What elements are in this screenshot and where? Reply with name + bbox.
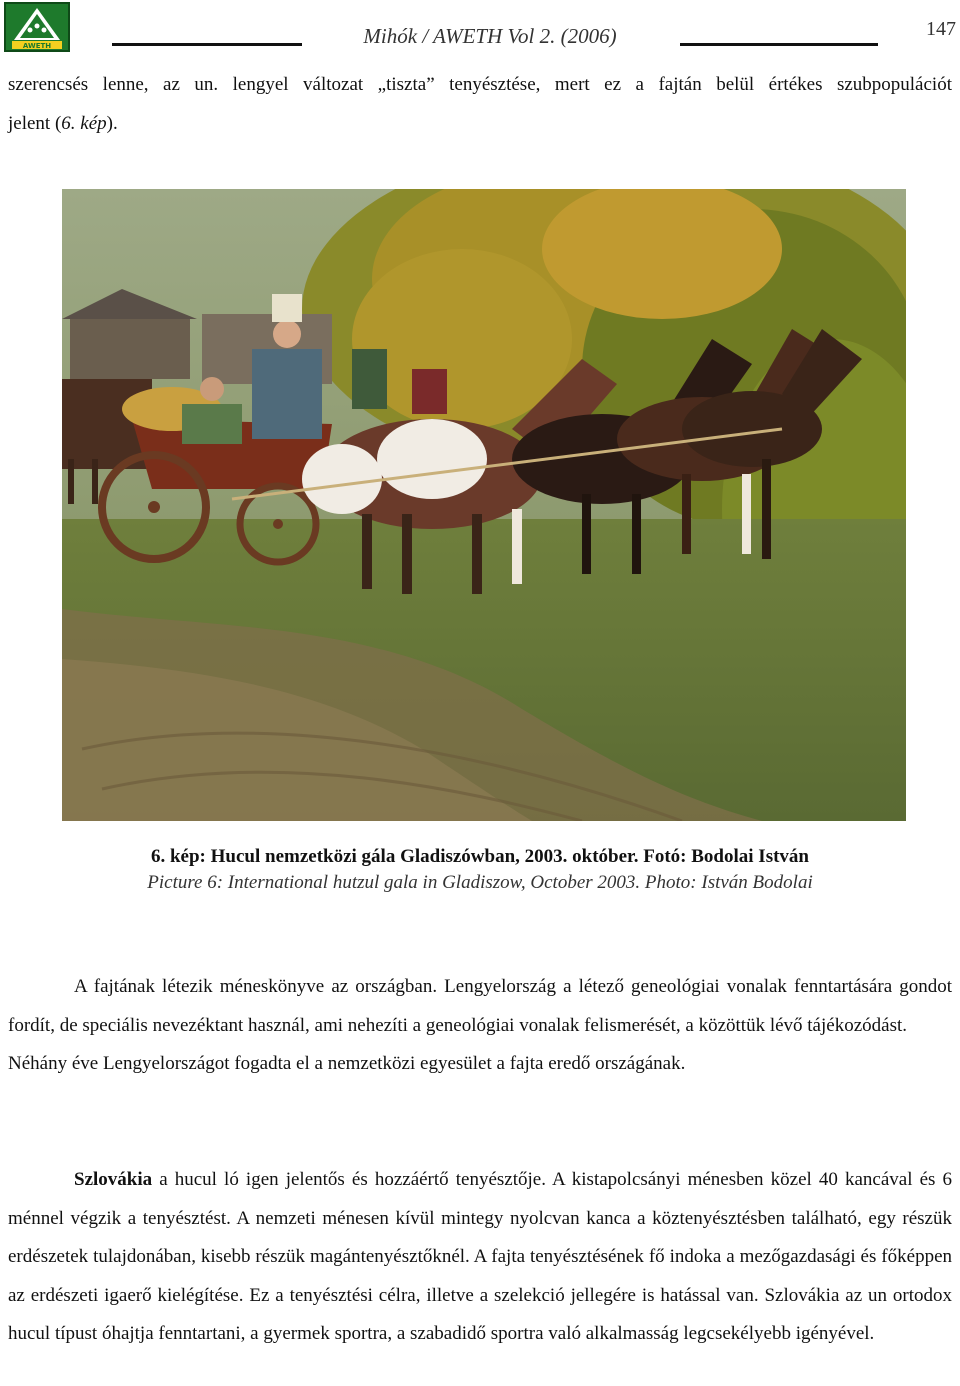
intro-line-2-start: jelent ( (8, 112, 62, 134)
header-rule-right (680, 43, 878, 46)
running-header-title: Mihók / AWETH Vol 2. (2006) (363, 24, 617, 48)
intro-paragraph (8, 66, 952, 143)
page-number: 147 (926, 18, 956, 40)
header-rule-left (112, 43, 302, 46)
figure-reference: 6. kép (61, 112, 107, 134)
paragraph-1-line-2: Néhány éve Lengyelországot fogadta el a nemzetközi egyesület a fajta eredő országának. (8, 1053, 686, 1074)
figure-photo-horse-carriage (62, 189, 906, 821)
paragraph-2-text (8, 1161, 952, 1354)
intro-line-2-end: ). (106, 112, 118, 134)
country-name-slovakia: Szlovákia (74, 1169, 153, 1190)
aweth-logo (4, 2, 70, 52)
paragraph-1-text: A fajtának létezik méneskönyve az országban. Lengyelország a létező geneológiai vonalak fenntartására gondot fordít, de speciális nevezéktant használ, ami nehezíti a geneológiai vonalak felismerését, a közöttük lévő tájékozódást. (8, 976, 952, 1036)
figure-caption-english: Picture 6: International hutzul gala in Gladiszow, October 2003. Photo: István Bodolai (147, 872, 813, 893)
figure-caption-hungarian: 6. kép: Hucul nemzetközi gála Gladiszówban, 2003. október. Fotó: Bodolai István (150, 846, 809, 867)
paragraph-2-body: a hucul ló igen jelentős és hozzáértő tenyésztője. A kistapolcsányi ménesben közel 40 kancával és 6 ménnel végzik a tenyésztést. A nemzeti ménesen kívül mintegy nyolcvan kanca a köztenyésztésben található, egy részük erdészetek tulajdonában, kisebb részük magántenyésztőknél. A fajta tenyésztésének fő indoka a mezőgazdasági és főképpen az erdészeti igaerő kielégítése. Ez a tenyésztési célra, illetve a szelekció jellegére is hatással van. Szlovákia az un ortodox hucul típust óhajtja fenntartani, a gyermek sportra, a szabadidő sportra való alkalmasság legcsekélyebb igényével. (8, 1169, 952, 1344)
body-paragraph-1 (8, 968, 952, 1084)
intro-line-2 (8, 105, 952, 144)
body-paragraph-2 (8, 1161, 952, 1354)
intro-line-1: szerencsés lenne, az un. lengyel változat „tiszta” tenyésztése, mert ez a fajtán belül értékes szubpopulációt (8, 74, 952, 95)
logo-text: AWETH (22, 42, 52, 50)
